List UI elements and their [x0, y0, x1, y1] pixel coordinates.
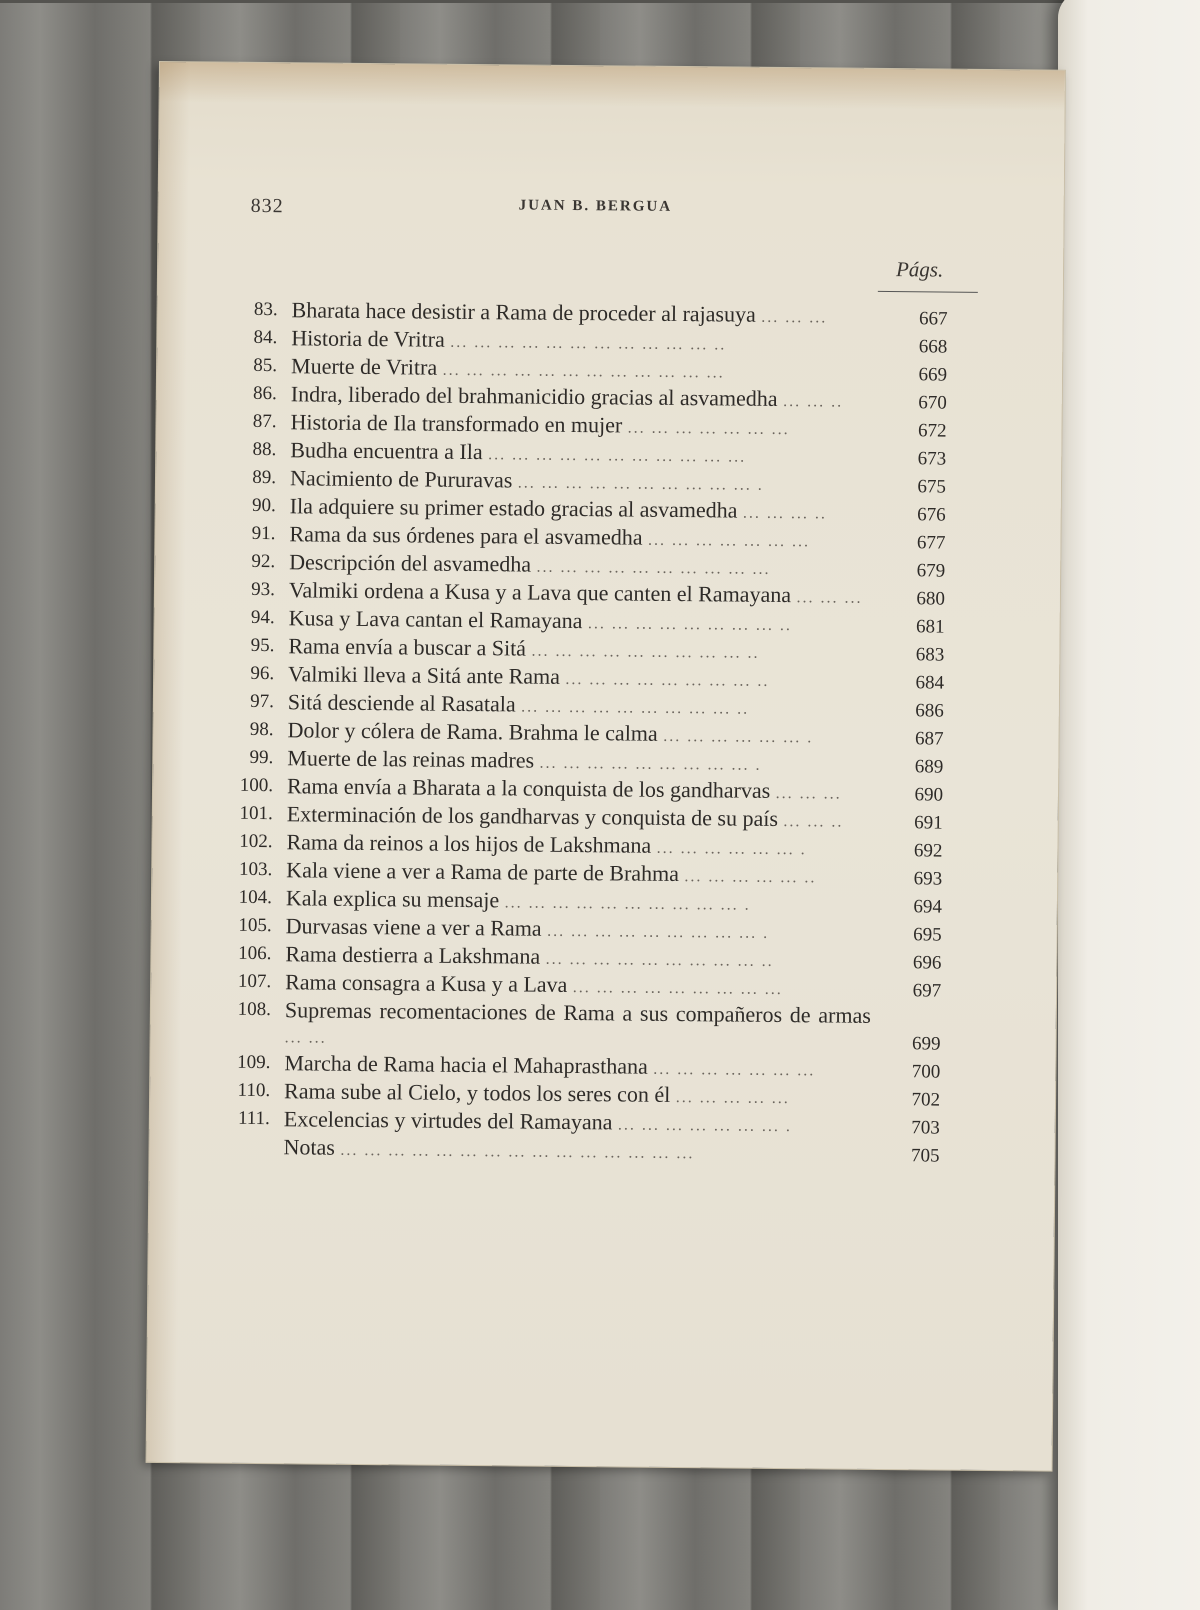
entry-number: 91. [251, 522, 276, 545]
dot-leader: ... ... ... ... ... ... ... ... ... .. [521, 698, 750, 718]
entry-page: 702 [911, 1089, 941, 1111]
running-head [159, 194, 1064, 218]
dot-leader: ... ... ... [761, 308, 828, 327]
entry-page: 689 [914, 756, 944, 778]
entry-number: 87. [252, 410, 277, 433]
entry-number: 101. [239, 802, 273, 825]
entry-number: 84. [253, 326, 278, 349]
entry-title: Muerte de las reinas madres ... ... ... ... ... ... ... ... ... . [287, 745, 762, 774]
dot-leader: ... ... ... ... ... ... ... ... ... ... ... ... [442, 361, 725, 382]
entry-title: Indra, liberado del brahmanicidio gracias al asvamedha ... ... .. [290, 381, 844, 411]
dot-leader: ... ... ... ... ... ... ... ... ... .. [531, 642, 760, 662]
dot-leader: ... ... ... ... ... ... . [656, 839, 807, 859]
entry-page: 667 [918, 308, 948, 330]
dot-leader: ... ... .. [783, 813, 844, 831]
dot-leader: ... ... [284, 1029, 327, 1047]
entry-number: 104. [238, 886, 273, 909]
entry-title: Nacimiento de Pururavas ... ... ... ... ... ... ... ... ... ... . [289, 465, 764, 494]
entry-number: 103. [238, 858, 273, 881]
entry-title: Budha encuentra a Ila ... ... ... ... ... ... ... ... ... ... ... [290, 437, 747, 466]
entry-page: 679 [916, 560, 946, 582]
entry-page: 677 [916, 532, 946, 554]
entry-number: 95. [250, 634, 275, 657]
table-of-contents [199, 296, 947, 1168]
entry-page: 695 [913, 924, 942, 946]
entry-page: 691 [914, 812, 943, 834]
entry-title: Muerte de Vritra ... ... ... ... ... ... ... ... ... ... ... ... [290, 353, 725, 382]
entry-page: 703 [911, 1117, 940, 1139]
entry-number: 85. [253, 354, 278, 377]
dot-leader: ... ... ... ... ... ... ... [647, 531, 811, 551]
toc-entry [201, 996, 941, 1056]
dot-leader: ... ... ... ... ... ... ... [653, 1060, 816, 1080]
dot-leader: ... ... ... ... ... ... ... ... ... ... [536, 558, 771, 578]
dot-leader: ... ... ... .. [742, 504, 828, 523]
entry-page: 669 [918, 364, 948, 386]
dot-leader: ... ... ... ... ... ... ... ... ... . [547, 922, 770, 942]
entry-number: 109. [237, 1051, 271, 1074]
entry-page: 686 [915, 700, 944, 722]
entry-number [200, 1133, 270, 1134]
dot-leader: ... ... ... ... ... .. [684, 868, 817, 887]
entry-title: Rama envía a buscar a Sitá ... ... ... ... ... ... ... ... ... .. [288, 633, 760, 662]
dot-leader: ... ... ... ... ... [675, 1088, 790, 1108]
entry-title: Kala viene a ver a Rama de parte de Brahma ... ... ... ... ... .. [286, 857, 817, 887]
entry-page: 670 [918, 392, 947, 414]
pages-heading-rule [878, 291, 978, 293]
entry-number: 94. [250, 606, 275, 629]
entry-number: 97. [250, 690, 274, 713]
entry-title: Rama sube al Cielo, y todos los seres con él ... ... ... ... ... [284, 1078, 790, 1108]
entry-title: Sitá desciende al Rasatala ... ... ... ... ... ... ... ... ... .. [287, 689, 750, 718]
entry-number: 105. [238, 914, 272, 937]
dot-leader: ... ... ... ... ... ... ... ... ... . [539, 754, 762, 774]
entry-page: 699 [912, 1033, 941, 1055]
entry-title: Durvasas viene a ver a Rama ... ... ... ... ... ... ... ... ... . [285, 913, 770, 942]
entry-title: Historia de Ila transformado en mujer ... ... ... ... ... ... ... [290, 409, 790, 439]
entry-title: Rama da reinos a los hijos de Lakshmana ... ... ... ... ... ... . [286, 829, 807, 859]
entry-page: 680 [916, 588, 945, 610]
entry-page: 692 [913, 840, 943, 862]
entry-number: 92. [251, 550, 276, 573]
entry-title: Exterminación de los gandharvas y conquista de su país ... ... .. [286, 801, 844, 832]
entry-number: 98. [249, 718, 274, 741]
page-number: 832 [250, 194, 284, 218]
entry-number: 102. [239, 830, 273, 853]
entry-page: 705 [910, 1145, 940, 1167]
dot-leader: ... ... ... ... ... ... ... ... ... ... ... [488, 446, 747, 466]
entry-page: 668 [918, 336, 948, 358]
entry-page: 672 [917, 420, 947, 442]
board-seam [0, 0, 1200, 3]
entry-title: Supremas recomentaciones de Rama a sus compañeros de armas ... ... [284, 997, 872, 1047]
entry-number: 83. [253, 298, 278, 321]
entry-page: 684 [915, 672, 945, 694]
entry-title: Valmiki lleva a Sitá ante Rama ... ... ... ... ... ... ... ... .. [288, 661, 770, 690]
entry-title: Marcha de Rama hacia el Mahaprasthana ... ... ... ... ... ... ... [284, 1050, 816, 1080]
entry-title: Ila adquiere su primer estado gracias al asvamedha ... ... ... .. [289, 493, 828, 523]
dot-leader: ... ... ... ... ... ... . [663, 727, 814, 747]
dot-leader: ... ... ... ... ... ... ... ... .. [587, 615, 793, 635]
entry-number: 108. [237, 998, 272, 1021]
dot-leader: ... ... ... [775, 784, 842, 803]
entry-title: Valmiki ordena a Kusa y a Lava que canten el Ramayana ... ... ... [288, 577, 863, 608]
facing-page [1058, 0, 1200, 1610]
entry-title: Excelencias y virtudes del Ramayana ... ... ... ... ... ... ... . [283, 1106, 793, 1136]
entry-number: 111. [237, 1107, 270, 1130]
dot-leader: ... ... ... ... ... ... ... ... ... ... . [504, 894, 751, 914]
entry-title: Rama da sus órdenes para el asvamedha ... ... ... ... ... ... ... [289, 521, 811, 551]
author-name: JUAN B. BERGUA [518, 197, 673, 215]
entry-page: 683 [915, 644, 945, 666]
entry-title: Descripción del asvamedha ... ... ... ... ... ... ... ... ... ... [289, 549, 771, 578]
entry-title: Notas ... ... ... ... ... ... ... ... ... ... ... ... ... ... ... [283, 1134, 695, 1163]
dot-leader: ... ... ... [796, 589, 863, 607]
dot-leader: ... ... ... ... ... ... ... ... ... [572, 979, 783, 999]
entry-title: Kala explica su mensaje ... ... ... ... ... ... ... ... ... ... . [285, 885, 751, 914]
entry-page: 690 [914, 784, 944, 806]
entry-page: 693 [913, 868, 943, 890]
entry-number: 86. [252, 382, 277, 405]
entry-page: 673 [917, 448, 947, 470]
entry-page: 700 [911, 1061, 941, 1083]
dot-leader: ... ... ... ... ... ... ... ... ... ... ... ... ... ... ... [340, 1141, 695, 1163]
entry-page: 676 [917, 504, 946, 526]
toc-entry [199, 1133, 939, 1168]
entry-title: Bharata hace desistir a Rama de proceder al rajasuya ... ... ... [291, 297, 828, 327]
entry-title: Dolor y cólera de Rama. Brahma le calma ... ... ... ... ... ... . [287, 717, 814, 747]
dot-leader: ... ... ... ... ... ... ... [627, 419, 790, 439]
entry-title: Rama envía a Bharata a la conquista de los gandharvas ... ... ... [286, 773, 842, 803]
entry-number: 88. [252, 438, 277, 461]
entry-number: 90. [251, 494, 276, 517]
entry-page: 697 [912, 980, 942, 1002]
entry-title: Historia de Vritra ... ... ... ... ... ... ... ... ... ... ... .. [291, 325, 727, 354]
dot-leader: ... ... ... ... ... ... ... ... ... .. [545, 950, 774, 970]
entry-page: 687 [914, 728, 944, 750]
dot-leader: ... ... ... ... ... ... ... ... ... ... . [517, 474, 764, 494]
dot-leader: ... ... ... ... ... ... ... ... ... ... ... .. [450, 333, 727, 354]
entry-number: 93. [251, 578, 276, 601]
entry-number: 107. [237, 970, 272, 993]
entry-number: 96. [250, 662, 275, 685]
entry-title: Kusa y Lava cantan el Ramayana ... ... ... ... ... ... ... ... .. [288, 605, 793, 635]
entry-number: 89. [252, 466, 277, 489]
pages-column-heading: Págs. [895, 257, 944, 282]
entry-page: 696 [912, 952, 942, 974]
dot-leader: ... ... ... ... ... ... ... ... .. [565, 670, 770, 690]
entry-page: 675 [917, 476, 947, 498]
entry-number: 100. [239, 774, 274, 797]
entry-page: 681 [916, 616, 945, 638]
entry-title: Rama consagra a Kusa y a Lava ... ... ... ... ... ... ... ... ... [285, 969, 783, 999]
entry-title: Rama destierra a Lakshmana ... ... ... ... ... ... ... ... ... .. [285, 941, 774, 970]
dot-leader: ... ... .. [783, 392, 844, 411]
entry-number: 110. [237, 1079, 271, 1102]
entry-page: 694 [913, 896, 943, 918]
dot-leader: ... ... ... ... ... ... ... . [617, 1116, 793, 1136]
entry-number: 106. [238, 942, 272, 965]
entry-number: 99. [249, 746, 274, 769]
book-page [147, 62, 1065, 1471]
